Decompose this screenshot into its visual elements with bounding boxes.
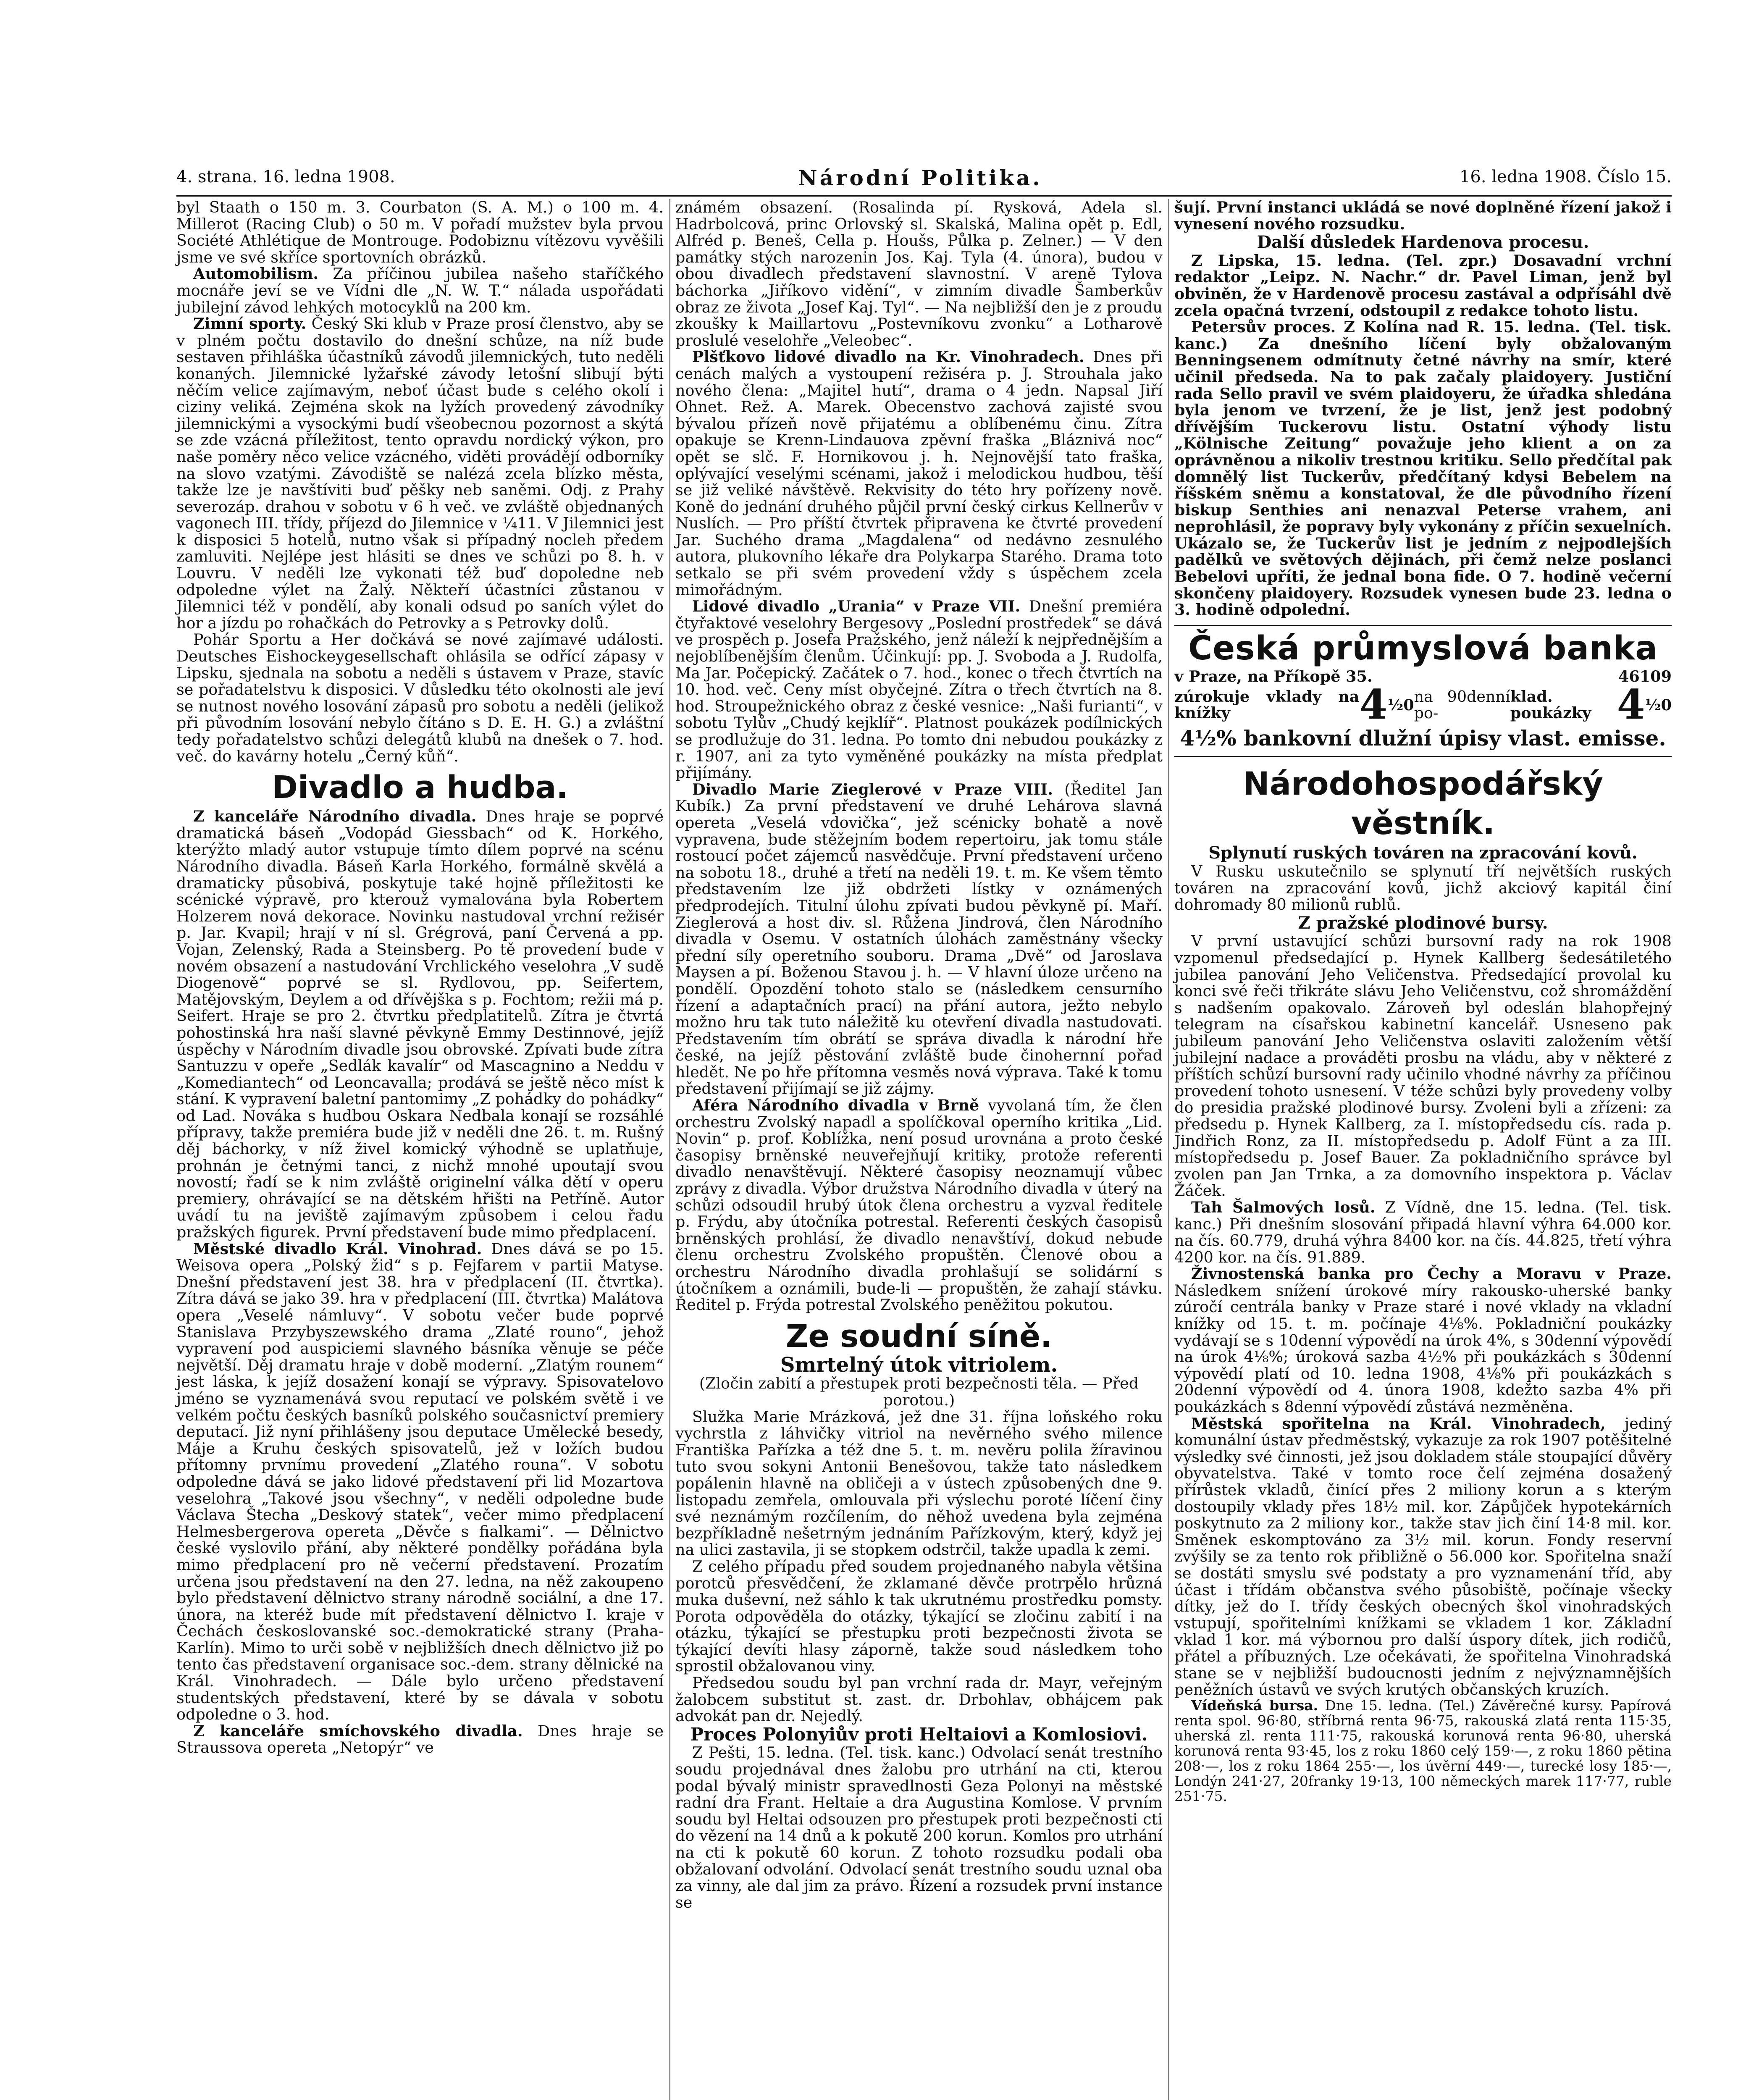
deposit-label: zúrokuje vklady na knížky [1174, 687, 1360, 722]
section-heading: Divadlo a hudba. [272, 769, 568, 806]
article-body: Služka Marie Mrázková, jež dne 31. října loňského roku vychrstla z láhvičky vitriol na nevěrného svého milence Františka Pařízka a též dne 5. t. m. nevěru polila žíravinou tuto svou sokyni Antonii Benešovou, takže tato následkem popálenin hlavně na obličeji a v ústech způsobených dne 9. listopadu zemřela, omlouvala při výslechu poroté líčení činy své neznámým rozčílením, do něhož uvedena byla zejména bezpříkladně nešetrným jednáním Pařízkovým, který, když jej na ulici zastavila, ji se stopkem odstrčil, takže upadla k zemi. [675, 1407, 1163, 1559]
bank-emission-line: 4½% bankovní dlužní úpisy vlast. emisse. [1180, 726, 1666, 751]
article-title: Smrtelný útok vitriolem. [780, 1353, 1058, 1377]
article-body: Z Kolína nad R. 15. ledna. (Tel. tisk. kanc.) Za dnešního líčení byly obžalovaným Benningsenem odmítnuty četné návrhy na smír, které učinil předseda. Na to pak začaly plaidoyery. Justiční rada Sello pravil ve svém plaidoyeru, že úřadka shledána byla jenom ve tvrzení, že je list, jenž jest podobný dřívějším Tuckerovu listu. Ostatní výhody listu „Kölnische Zeitung“ považuje jeho klient a on za oprávněnou a nikoliv trestnou kritiku. Sello předčítal pak domnělý list Tuckerův, předčítaný kdysi Bebelem na říšském sněmu a konstatoval, že dle původního řízení biskup Senthies ani nenazval Peterse vrahem, ani neprohlásil, že popravy byly vykonány z příčin sexuelních. Ukázalo se, že Tuckerův list je jedním z nejpodlejších padělků ve světových dějinách, při čemž nelze poslanci Bebelovi upříti, že jednal bona fide. O 7. hodině večerní skončeny plaidoyery. Rozsudek vynesen bude 23. ledna o 3. hodině odpolední. [1174, 318, 1672, 619]
article-smichov-theatre [176, 1723, 664, 1756]
notice-label: na 90denní po- [1414, 687, 1510, 722]
article-heading: Městské divadlo Král. Vinohrad. [193, 1239, 482, 1258]
article-body: Dne 15. ledna. (Tel.) Závěrečné kursy. Papírová renta spol. 96·80, stříbrná renta 96·75, rakouská zlatá renta 115·35, uherská zl. renta 111·75, rakouská korunová renta 96·80, uherská korunová renta 93·45, los z roku 1860 celý 159·—, z roku 1860 pětina 208·—, los z roku 1864 255·—, los úvěrní 449·—, turecké losy 185·—, Londýn 241·27, 20franky 19·13, 100 německých marek 117·77, ruble 251·75. [1174, 1697, 1672, 1804]
article-title: Z pražské plodinové bursy. [1298, 913, 1548, 933]
column-divider [669, 199, 670, 2100]
article-vienna-exchange [1174, 1698, 1672, 1804]
article-body: Dnes hraje se poprvé dramatická báseň „Vodopád Giessbach“ od K. Horkého, kterýžto mladý autor vstupuje tímto dílem poprvé na scénu Národního divadla. Báseň Karla Horkého, formálně skvělá a dramaticky působivá, poskytuje také hojně příležitosti ke scénické výpravě, pro kterouž vymalována byla Robertem Holzerem nová dekorace. Novinku nastudoval vrchní režisér p. Jar. Kvapil; hrají v ní sl. Grégrová, paní Červená a pp. Vojan, Zelenský, Rada a Steinsberg. Po tě provedení bude v novém obsazení a nastudování Vrchlického veselohra „V sudě Diogenově“ poprvé se sl. Rydlovou, pp. Seifertem, Matějovským, Deylem a od dřívějška s p. Fochtom; režii má p. Seifert. Hraje se pro 2. čtvrtku předplatitelů. Zítra je čtvrtá pohostinská hra naší slavné pěvkyně Emmy Destinnové, jejíž úspěchy v Národním divadle jsou obrovské. Zpívati bude zítra Santuzzu v opeře „Sedlák kavalír“ od Mascagnino a Neddu v „Komediantech“ od Leoncavalla; prodává se ještě něco míst k stání. K vypravení baletní pantomimy „Z pohádky do pohádky“ od Lad. Nováka s hudbou Oskara Nedbala konají se rozsáhlé přípravy, takže premiéra bude již v neděli dne 26. t. m. Rušný děj báchorky, v níž živel komický výhodně se uplatňuje, prohnán je četnými tanci, z nichž mnohé upoutají svou novostí; řadí se k nim zvláště originelní válka dětí v operu premiery, ohrávající se na dětském hřišti na Petříně. Autor uvádí tu na jeviště zajímavým způsobem i celou řadu pražských figurek. První představení bude mimo předplacení. [176, 807, 664, 1242]
article-heading: Tah Šalmových losů. [1191, 1198, 1376, 1216]
page-header-issue: 16. ledna 1908. Číslo 15. [1459, 167, 1672, 186]
article-body: Dnešní premiéra čtyřaktové veselohry Bergesovy „Poslední prostředek“ se dává ve prospěch p. Josefa Pražského, jenž náleží k nejpřednějším a nejoblíbenějším členům. Účinkují: pp. J. Svoboda a J. Rudolfa, Ma Jar. Počepický. Začátek o 7. hod., konec o třech čtvrtích na 10. hod. več. Ceny míst obyčejné. Zítra o třech čtvrtích na 8. hod. Stroupežnického obraz z české vesnice: „Naši furianti“, v sobotu Tylův „Chudý kejklíř“. Platnost poukázek podílnických se prodlužuje do 31. ledna. Po tomto dni nebudou poukázky z r. 1907, ani za tyto vyměněné poukázky na místa předplat přijímány. [675, 597, 1163, 782]
article-body: (Ředitel Jan Kubík.) Za první představení ve druhé Lehárova slavná opereta „Veselá vdovička“, jež scénicky bohatě a nově vypravena, bude stěžejním bodem repertoiru, jak tomu stále rostoucí počet zájemců nasvědčuje. První představení určeno na sobotu 18., druhé a třetí na neděli 19. t. m. Ke všem těmto představením lze již obdržeti lístky v oznámených předprodejích. Titulní úlohu zpívati budou pěvkyně pí. Maří. Zieglerová a host div. sl. Růžena Jindrová, člen Národního divadla v Osemu. V ostatních úlohách zaměstnány všecky přední síly operetního souboru. Drama „Dvě“ od Jaroslava Maysen a pí. Boženou Stavou j. h. — V hlavní úloze určeno na pondělí. Opozdění tohoto stalo se (následkem censurního řízení a adaptačních prací) na přání autora, ježto nebylo možno hru tak tuto náležitě ku otevření divadla nastudovati. Představením tím obrátí se správa divadla k národní hře české, na jejíž pěstování zvláště bude činohernní pořad hledět. Ne po hře přítomna vesměs nová výprava. Také k tomu představení přijímají se již zájmy. [675, 780, 1163, 1098]
bank-advertisement [1174, 625, 1672, 758]
page-header [176, 167, 1672, 192]
voucher-label: klad. poukázky [1510, 687, 1591, 722]
page-header-date: 4. strana. 16. ledna 1908. [176, 167, 395, 186]
article-body: V Rusku uskutečnilo se splynutí tří největších ruských továren na zpracování kovů, jichž akciový kapitál činí dohromady 80 milionů rublů. [1174, 862, 1672, 914]
bank-name: Česká průmyslová banka [1188, 629, 1658, 667]
bank-address-row [1174, 668, 1672, 685]
article-heading: Zimní sporty. [193, 315, 307, 333]
article-body: Z celého případu před soudem projednaného nabyla většina porotců přesvědčení, že zklamané děvče protrpělo hrůzná muka duševní, než sáhlo k tak ukrutnému prostředku pomsty. Porota odpověděla do otázky, týkající se zločinu zabití i na otázku, týkající se přestupku proti bezpečnosti života se týkající devíti hlasy záporně, takže soud následkem toho sprostil obžalovanou viny. [675, 1557, 1163, 1675]
article-title: Další důsledek Hardenova procesu. [1257, 232, 1589, 252]
section-heading: Národohospodářský věstník. [1243, 765, 1603, 842]
article-body: Následkem snížení úrokové míry rakousko-uherské banky zúročí centrála banky v Praze staré i nové vklady na vkladní knížky od 15. t. m. počínaje 4⅛%. Pokladniční poukázky vydávají se s 10denní výpovědí na úrok 4%, s 30denní výpovědí na úrok 4⅛%; úroková sazba 4½% při poukázkách s 30denní výpovědí platí od 10. ledna 1908, 4⅛% při poukázkách s 20denní výpovědí od 4. února 1908, kdežto sazba 4% při poukázkách s 8denní výpovědí zůstává nezměněna. [1174, 1281, 1672, 1416]
article-body: V první ustavující schůzi bursovní rady na rok 1908 vzpomenul předsedající p. Hynek Kallberg šedesátiletého jubilea panování Jeho Veličenstva. Předsedající provolal ku konci své řeči třikráte slávu Jeho Veličenstvu, což shromáždění s nadšením opakovalo. Zároveň byl odeslán blahopřejný telegram na císařskou kabinetní kancelář. Usneseno pak jubileum panování Jeho Veličenstva oslaviti založením větší jubilejní nadace a prováděti prosbu na vládu, aby v některé z příštích schůzí bursovní rady učinilo vhodné návrhy za příčinou provedení tohoto usnesení. V téže schůzi byly provedeny volby do presidia pražské plodinové bursy. Zvoleni byli a zřízeni: za předsedu p. Hynek Kallberg, za I. místopředsedu cís. rada p. Jindřich Ronz, za II. místopředsedu p. Adolf Fünt a za III. místopředsedu p. Josef Bauer. Za pokladničního správce byl zvolen pan Jan Trnka, a za domovního inspektora p. Václav Žáček. [1174, 932, 1672, 1200]
article-brno-theatre [675, 1097, 1163, 1313]
article-body: jediný komunální ústav předměstský, vykazuje za rok 1907 potěšitelné výsledky své činnosti, jež jsou dokladem stále stoupající důvěry obyvatelstva. Také v tomto roce čelí zejména dosažený přírůstek vkladů, činící přes 2 miliony korun a s kterým dostoupily vklady přes 18½ mil. kor. Zápůjček hypotekárních poskytnuto za 2 miliony kor., takže stav jich činí 14·8 mil. kor. Směnek eskomptováno za 3½ mil. korun. Fondy reservní zvýšily se za tento rok přibližně o 56.000 kor. Spořitelna snaží se dostáti smyslu své podstaty a pro vyznamenání tříd, aby účast i třídám občanstva svého působiště, počínaje všecky dítky, jež do I. třídy českých obecných škol vinohradských vstupují, spořitelními knížkami se vkladem 1 kor. Základní vklad 1 kor. má výbornou pro další úspory dítek, jich rodičů, přátel a příbuzných. Lze očekávati, že spořitelna Vinohradská stane se v nejbližší budoucnosti jedním z nejvýznamnějších peněžních ústavů ve svých krutých občanských kruzích. [1174, 1414, 1672, 1699]
masthead-title: Národní Politika. [798, 165, 1042, 190]
article-continuation: byl Staath o 150 m. 3. Courbaton (S. A. M.) o 100 m. 4. Millerot (Racing Club) o 50 m. V pořadí mužstev byla prvou Société Athlétique de Montrouge. Podobiznu vítězovu vyvěšili jsme ve své skříce sportovních obrázků. [176, 198, 664, 266]
article-body: Český Ski klub v Praze prosí členstvo, aby se v plném počtu dostavilo do dnešní schůze, na níž bude sestaven přihláška účastníků závodů jilemnických, tuto neděli konaných. Jilemnické lyžařské závody letošní slibují býti něčím velice zajímavým, neboť účast bude s celého okolí i ciziny veliká. Zejména skok na lyžích provedený závodníky jilemnickými a vysockými budí všeobecnou pozornost a skýtá se zde vzácná příležitost, tento opravdu nordický výkon, pro naše poměry něco velice vzácného, viděti provádějí odborníky na slovo vzatými. Závodiště se nalézá zcela blízko města, takže lze je navštíviti buď pěšky neb saněmi. Odj. z Prahy severozáp. drahou v sobotu v 6 h več. ve zvláště objednaných vagonech III. třídy, příjezd do Jilemnice v ¼11. V Jilemnici jest k disposici 5 hotelů, nutno však si případný nocleh předem zamluviti. Nejlépe jest hlásiti se dnes ve schůzi po 8. h. v Louvru. V neděli lze vykonati též buď dopoledne neb odpoledne výlet na Žalý. Někteří účastníci zůstanou v Jilemnici též v pondělí, aby konali odsud po saních výlet do hor a jízdu po rohačkách do Petrovky a s Petrovky dolů. [176, 315, 664, 632]
article-heading: Lidové divadlo „Urania“ v Praze VII. [692, 597, 1021, 616]
article-ice-hockey-cup: Pohár Sportu a Her dočkává se nové zajímavé události. Deutsches Eishockeygesellschaft ohlásila se odřící zápasy v Lipsku, sjednala na sobotu a neděli s ústavem v Praze, stavíc se pořadatelstvu k disposici. V důsledku této okolnosti ale jeví se nutnost nového losování zápasů pro sobotu a neděli (jelikož při původním losování nebylo čítáno s D. E. H. G.) a zvláštní tedy pořadatelstvo schůzi delegátů klubů na dnešek o 7. hod. več. do kavárny hotelu „Černý kůň“. [176, 630, 664, 765]
article-body: Z Pešti, 15. ledna. (Tel. tisk. kanc.) Odvolací senát trestního soudu projednával dnes žalobu pro utrhání na cti, kterou podal bývalý ministr spravedlnosti Geza Polonyi na městské radní dra Frant. Heltaie a dra Augustina Komlose. V prvním soudu byl Heltai odsouzen pro přestupek proti bezpečnosti cti do vězení na 14 dnů a k pokutě 200 korun. Komlos pro utrhání na cti k pokutě 60 korun. Z tohoto rozsudku podali oba obžalovaní odvolání. Odvolací senát trestního soudu uznal oba za vinny, ale dal jim za právo. Řízení a rozsudek první instance se [675, 1743, 1163, 1911]
deposit-rate-fraction: ½0 [1387, 696, 1414, 714]
article-body: Dnes při cenách malých a vystoupení režiséra p. J. Strouhala jako nového člena: „Majitel hutí“, drama o 4 jedn. Napsal Jiří Ohnet. Rež. A. Marek. Obecenstvo zachová zajisté svou bývalou přízeň nově přijatému a oblíbenému činu. Zítra opakuje se Krenn-Lindauova zpěvní fraška „Bláznivá noc“ opět se slč. F. Hornikovou j. h. Nejnovější tato fraška, oplývající veselými scénami, jakož i melodickou hudbou, těší se již veliké návštěvě. Rekvisity do této hry pořízeny nově. Koně do jednání druhého půjčil první český cirkus Kellnerův v Nuslích. — Pro příští čtvrtek připravena ke čtvrté provedení Jar. Suchého drama „Magdalena“ od nedávno zesnulého autora, plukovního lékaře dra Polykarpa Starého. Drama toto setkalo se při svém provedení vždy s úspěchem zcela mimořádným. [675, 348, 1163, 599]
article-body: Za příčinou jubilea našeho staříčkého mocnáře jeví se ve Vídni dle „N. W. T.“ nálada uspořádati jubilejní závod lehkých motocyklů na 200 km. [176, 265, 664, 316]
article-automobilism [176, 265, 664, 315]
article-zieglerova-theatre [675, 781, 1163, 1097]
header-rule [176, 195, 1672, 197]
column-2 [675, 199, 1163, 1911]
article-body: Dnes hraje se Straussova opereta „Netopýr“ ve [176, 1722, 664, 1757]
article-body: Předsedou soudu byl pan vrchní rada dr. Mayr, veřejným žalobcem substitut st. zast. dr. Drbohlav, obhájcem pak advokát pan dr. Nejedlý. [675, 1674, 1163, 1725]
article-continuation: známém obsazení. (Rosalinda pí. Rysková, Adela sl. Hadrbolcová, princ Orlovský sl. Skalská, Malina opět p. Edl, Alfréd p. Beneš, Cella p. Houšs, Půlka p. Zelner.) — V den památky stých narozenin Jos. Kaj. Tyla (4. února), budou v obou divadlech představení slavnostní. V areně Tylova báchorka „Jiříkovo vidění“, v zimním divadle Šamberkův obraz ze života „Josef Kaj. Tyl“. — Na nejbližší den je z proudu zkoušky k Maillartovu „Postevníkovu zvonku“ a Lotharově proslulé veselohře „Veleobec“. [675, 198, 1163, 349]
article-plstkovo-theatre [675, 349, 1163, 598]
column-1 [176, 199, 664, 1756]
voucher-rate-fraction: ½0 [1645, 696, 1672, 714]
article-heading: Městská spořitelna na Král. Vinohradech, [1191, 1414, 1606, 1433]
article-lottery [1174, 1199, 1672, 1265]
voucher-rate: 4 [1617, 681, 1645, 729]
article-peters-trial [1174, 319, 1672, 618]
article-winter-sports [176, 315, 664, 631]
article-heading: Vídeňská bursa. [1191, 1697, 1318, 1714]
article-national-theatre [176, 808, 664, 1240]
article-savings-bank [1174, 1415, 1672, 1698]
article-heading: Živnostenská banka pro Čechy a Moravu v Praze. [1191, 1265, 1672, 1283]
article-subtitle: (Zločin zabití a přestupek proti bezpečnosti těla. — Před porotou.) [699, 1374, 1139, 1409]
bank-address: v Praze, na Příkopě 35. [1174, 667, 1373, 685]
article-urania-theatre [675, 598, 1163, 781]
ad-number: 46109 [1618, 667, 1672, 685]
article-heading: Aféra Národního divadla v Brně [692, 1096, 979, 1115]
article-vinohrady-theatre [176, 1241, 664, 1723]
bank-rates-row [1174, 681, 1672, 729]
article-heading: Z kanceláře smíchovského divadla. [193, 1722, 523, 1740]
section-heading: Ze soudní síně. [785, 1318, 1053, 1354]
article-body: Dnes dává se po 15. Weisova opera „Polský žid“ s p. Fejfarem v partii Matyse. Dnešní představení jest 38. hra v předplacení (II. čtvrtka). Zítra dává se jako 39. hra v předplacení (III. čtvrtka) Malátova opera „Veselé námluvy“. V sobotu večer bude poprvé Stanislava Przybyszewského drama „Zlaté rouno“, jehož vypravení pod auspiciemi slavného básníka věnuje se péče největší. Děj dramatu hraje v době moderní. „Zlatým rounem“ jest láska, k jejíž dosažení konají se výpravy. Spisovatelovo jméno se vyznamenává svou reputací ve polském světě i ve velkém počtu českých basníků polského současnictví premiery deputací. Již nyní přihlášeny jsou deputace Umělecké besedy, Máje a Kruhu českých spisovatelů, jež v ložích budou přítomny prvnímu provedení „Zlatého rouna“. V sobotu odpoledne dává se jako lidové představení při lid Mozartova veselohra „Takové jsou všechny“, v neděli odpoledne bude Václava Štecha „Deskový statek“, večer mimo předplacení Helmesbergerova opereta „Děvče s fialkami“. — Dělnictvo české vyslovilo přání, aby některé pondělky pořádána byla mimo předplacení pro ně večerní představení. Prozatím určena jsou představení na den 27. ledna, na něž zakoupeno bylo představení dělnictvo strany národně sociální, a dne 17. února, na kteréž bude mít představení dělnictvo I. kraje v Čechách českoslovanské soc.-demokratické strany (Praha-Karlín). Mimo to urči sobě v nejbližších dnech dělnictvo již po tento čas představení organisace soc.-dem. strany dělnické na Král. Vinohradech. — Dále bylo určeno představení studentských představení, které by se dávala v sobotu odpoledne o 3. hod. [176, 1239, 664, 1724]
article-heading: Z kanceláře Národního divadla. [193, 807, 477, 826]
column-3 [1174, 199, 1672, 1804]
article-heading: Divadlo Marie Zieglerové v Praze VIII. [692, 780, 1053, 798]
article-title: Splynutí ruských továren na zpracování kovů. [1208, 843, 1638, 863]
article-zivnostenska-banka [1174, 1265, 1672, 1415]
article-heading: Automobilism. [193, 265, 319, 283]
article-body: Z Lipska, 15. ledna. (Tel. zpr.) Dosavadní vrchní redaktor „Leipz. N. Nachr.“ dr. Pavel Liman, jenž byl obviněn, že v Hardenově procesu zastával a odpřísáhl dvě zcela opačná tvrzení, odstoupil z redakce tohoto listu. [1174, 251, 1672, 320]
article-body: Z Vídně, dne 15. ledna. (Tel. tisk. kanc.) Při dnešním slosování připadá hlavní výhra 64.000 kor. na čís. 60.779, druhá výhra 8400 kor. na čís. 44.825, třetí výhra 4200 kor. na čís. 91.889. [1174, 1198, 1672, 1266]
article-heading: Plšťkovo lidové divadlo na Kr. Vinohradech. [692, 348, 1084, 366]
column-divider [1168, 199, 1169, 2100]
article-continuation: šují. První instanci ukládá se nové doplněné řízení jakož i vynesení nového rozsudku. [1174, 198, 1672, 233]
deposit-rate: 4 [1359, 681, 1388, 729]
article-title: Proces Polonyiův proti Heltaiovi a Komlosiovi. [690, 1724, 1148, 1745]
article-body: vyvolaná tím, že člen orchestru Zvolský napadl a spolíčkoval operního kritika „Lid. Novin“ p. prof. Koblížka, není posud urovnána a proto české časopisy brněnské neuveřejňují kritiky, protože referenti divadlo nenavštěvují. Některé časopisy neoznamují vůbec zprávy z divadla. Výbor družstva Národního divadla v úterý na schůzi odsoudil hrubý útok člena orchestru a vyzval ředitele p. Frýdu, aby útočníka potrestal. Referenti českých časopisů brněnských prohlásí, že divadlo nenavštíví, dokud nebude členu orchestru Zvolského propuštěn. Členové obou a orchestru Národního divadla prohlašují se solidární s útočníkem a oznámili, bude-li — propuštěn, že zahají stávku. Ředitel p. Frýda potrestal Zvolského peněžitou pokutou. [675, 1096, 1163, 1314]
article-heading: Petersův proces. [1191, 318, 1336, 336]
